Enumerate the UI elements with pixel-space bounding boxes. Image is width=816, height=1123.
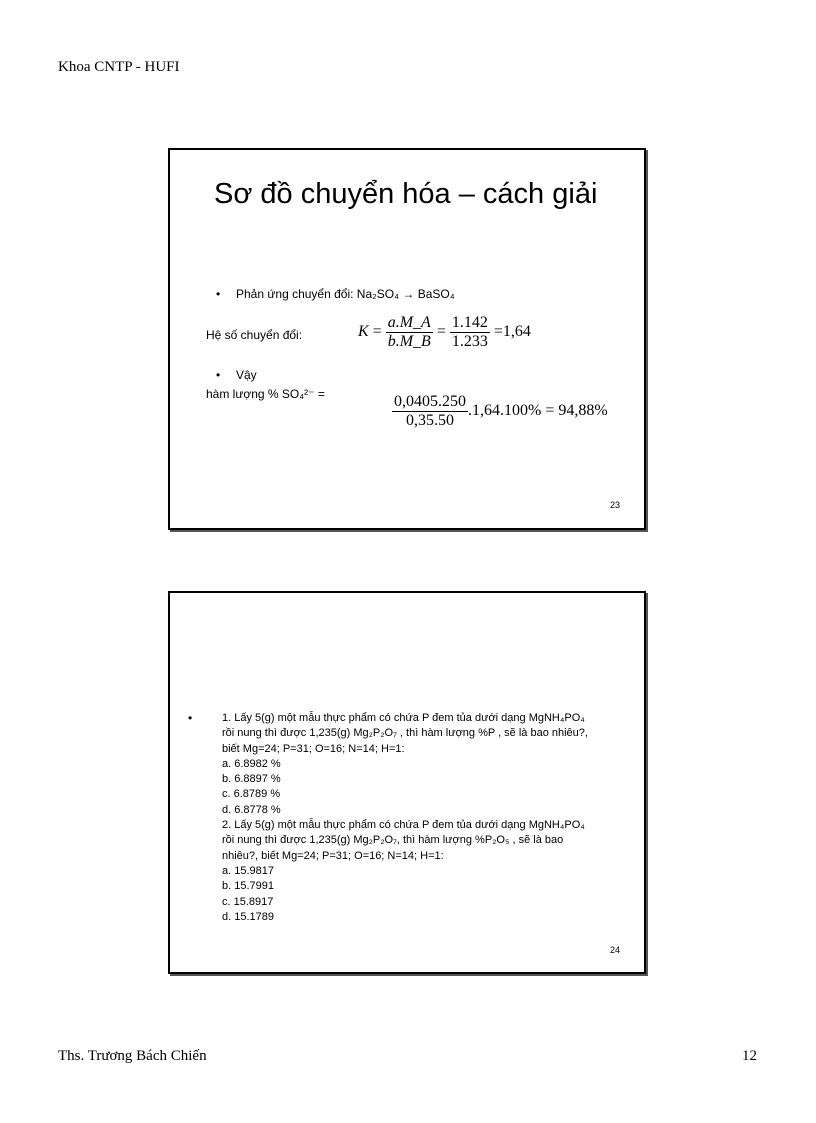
question-2-line: 2. Lấy 5(g) một mẫu thực phẩm có chứa P đem tủa dưới dạng MgNH₄PO₄ — [222, 819, 585, 832]
factor-label: Hệ số chuyển đổi: — [206, 328, 303, 342]
question-2-line: nhiêu?, biết Mg=24; P=31; O=16; N=14; H=1: — [222, 849, 444, 862]
question-2-line: rồi nung thì được 1,235(g) Mg₂P₂O₇, thì hàm lượng %P₂O₅ , sẽ là bao — [222, 834, 564, 847]
bullet-dot: • — [188, 711, 193, 725]
question-list — [222, 711, 632, 925]
factor-formula: K = $\frac{a.M\_A}{b.M\_B}$ = $\frac{1.142}{1.233}$ =1,64 — [358, 314, 531, 350]
value-fraction-denominator: 1.233 — [451, 333, 488, 350]
content-formula — [392, 393, 608, 430]
value-fraction-numerator: 1.142 — [451, 314, 488, 331]
content-result: .1,64.100% = 94,88% — [468, 402, 608, 420]
factor-result: 1,64 — [502, 323, 531, 341]
value-fraction — [450, 314, 490, 351]
question-2-option: d. 15.1789 — [222, 910, 274, 923]
mass-fraction-denominator: b.M_B — [387, 333, 431, 350]
conclusion-label: Vậy — [236, 368, 257, 382]
question-1-option: a. 6.8982 % — [222, 757, 281, 770]
question-2-option: b. 15.7991 — [222, 880, 274, 893]
page-header: Khoa CNTP - HUFI — [58, 59, 180, 75]
page-number: 12 — [742, 1048, 757, 1064]
question-2-option: c. 15.8917 — [222, 895, 274, 908]
content-fraction — [392, 393, 468, 430]
k-symbol: K — [358, 323, 369, 341]
slide-number: 24 — [610, 945, 621, 955]
question-1-option: d. 6.8778 % — [222, 803, 281, 816]
bullet-dot: • — [216, 368, 221, 382]
slide-24 — [168, 591, 646, 974]
question-1-option: b. 6.8897 % — [222, 773, 281, 786]
content-numerator: 0,0405.250 — [394, 393, 466, 410]
question-1-line: 1. Lấy 5(g) một mẫu thực phẩm có chứa P đem tủa dưới dạng MgNH₄PO₄ — [222, 712, 585, 724]
slide-title: Sơ đồ chuyển hóa – cách giải — [214, 178, 598, 210]
slide-23 — [168, 148, 646, 530]
content-denominator: 0,35.50 — [392, 411, 468, 430]
mass-fraction-numerator: a.M_A — [387, 314, 431, 331]
slide-number: 23 — [610, 500, 621, 510]
bullet-dot: • — [216, 287, 221, 301]
question-1-line: rồi nung thì được 1,235(g) Mg₂P₂O₇ , thì hàm lượng %P , sẽ là bao nhiêu?, — [222, 727, 588, 740]
question-1-option: c. 6.8789 % — [222, 788, 281, 801]
page-footer-author: Ths. Trương Bách Chiến — [58, 1048, 207, 1064]
content-label: hàm lượng % SO₄²⁻ = — [206, 387, 325, 401]
mass-fraction — [386, 314, 433, 351]
conversion-reaction: Phản ứng chuyển đổi: Na₂SO₄ → BaSO₄ — [236, 287, 455, 301]
question-2-option: a. 15.9817 — [222, 864, 274, 877]
question-1-line: biết Mg=24; P=31; O=16; N=14; H=1: — [222, 742, 405, 755]
